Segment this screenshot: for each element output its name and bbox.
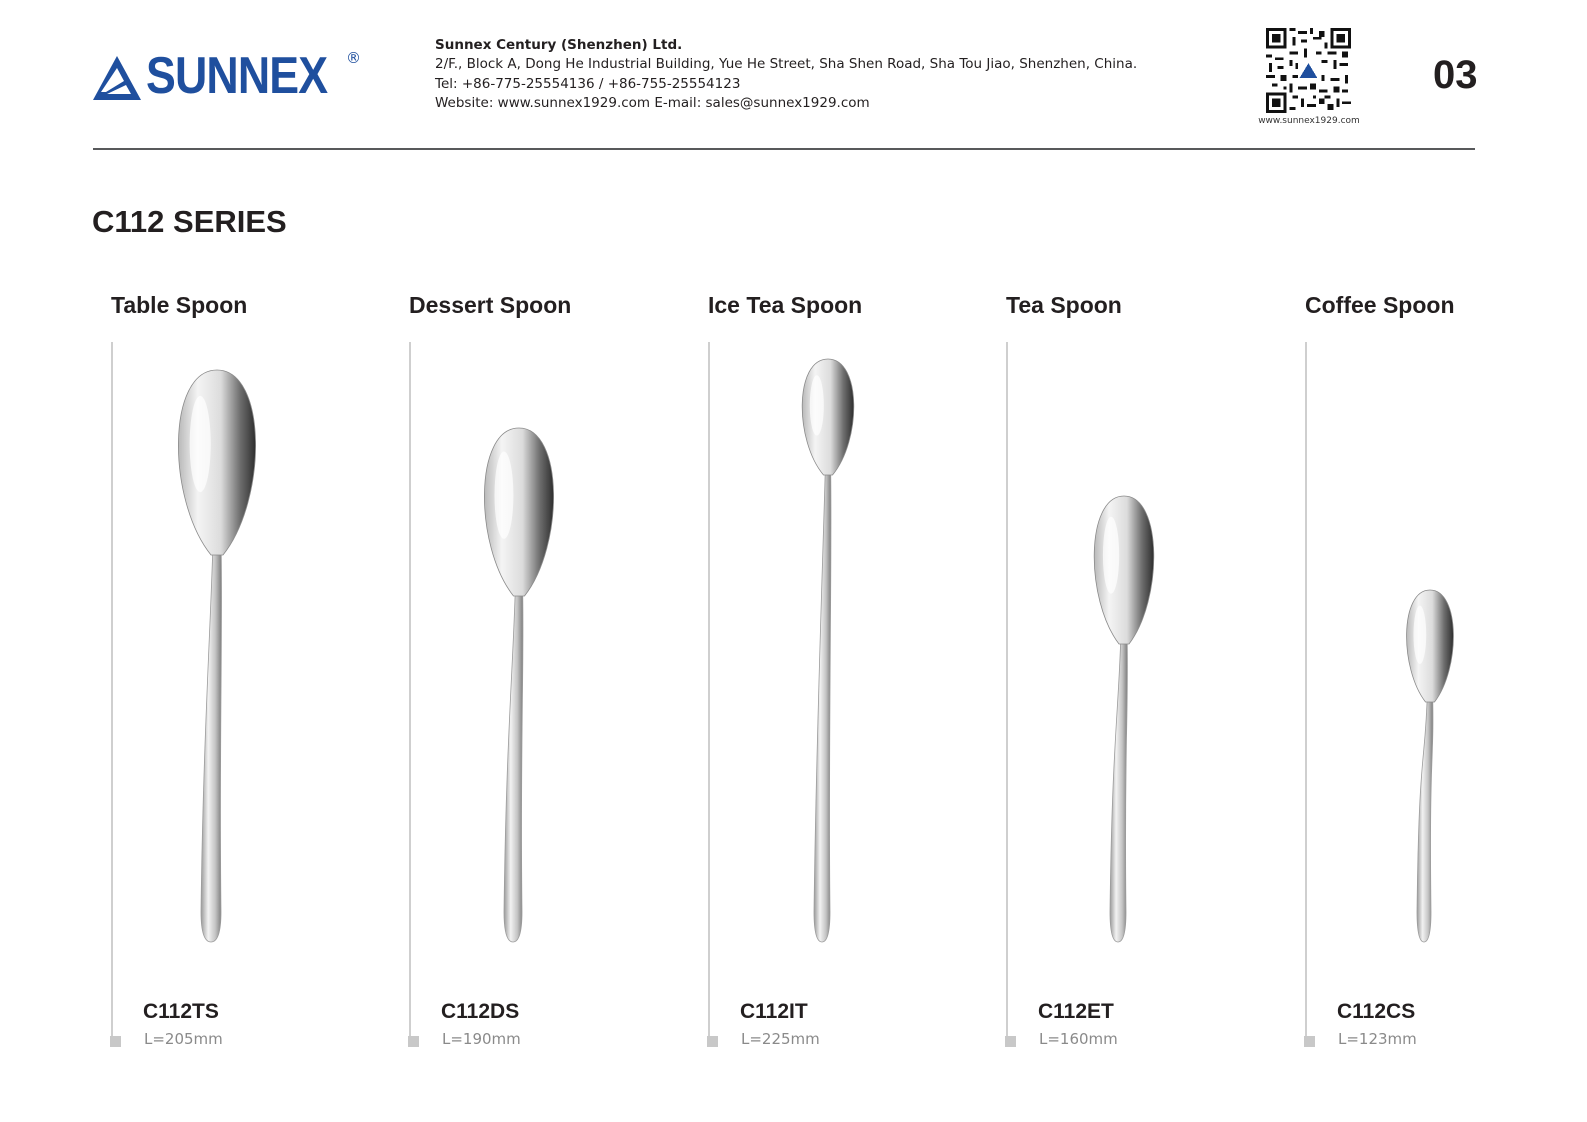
product-length: L=160mm (1039, 1030, 1118, 1048)
qr-code-icon[interactable] (1266, 28, 1351, 113)
spoon-handle (504, 582, 523, 942)
spoon-bowl (484, 428, 553, 596)
spoon-highlight (1413, 606, 1426, 664)
spoon-bowl (178, 370, 255, 555)
product-title: Dessert Spoon (409, 292, 572, 318)
product-title: Ice Tea Spoon (708, 292, 863, 318)
product-title: Coffee Spoon (1305, 292, 1455, 318)
company-web-email: Website: www.sunnex1929.com E-mail: sales@sunnex1929.com (435, 95, 870, 112)
spoon-image (111, 286, 409, 986)
spoon-image (409, 286, 707, 986)
company-address: 2/F., Block A, Dong He Industrial Building, Yue He Street, Sha Shen Road, Sha Tou Jiao, Shenzhen, China. (435, 56, 1138, 73)
product-card-tea-spoon (1006, 286, 1304, 1066)
spoon-highlight (494, 452, 513, 539)
spoon-bowl (1407, 590, 1454, 702)
company-info (435, 36, 1137, 114)
company-name: Sunnex Century (Shenzhen) Ltd. (435, 37, 683, 53)
company-tel: Tel: +86-775-25554136 / +86-755-25554123 (435, 75, 741, 92)
registered-mark: ® (346, 49, 361, 67)
header-divider (93, 148, 1475, 150)
spoon-image (1006, 286, 1304, 986)
spoon-image (1305, 286, 1587, 986)
qr-caption: www.sunnex1929.com (1258, 116, 1360, 126)
bullet-square (110, 1036, 121, 1047)
page-number: 03 (1433, 53, 1478, 97)
product-card-coffee-spoon (1305, 286, 1587, 1066)
spoon-handle (201, 541, 222, 942)
product-code: C112CS (1337, 1000, 1416, 1023)
product-card-dessert-spoon (409, 286, 707, 1066)
product-code: C112ET (1038, 1000, 1114, 1023)
product-title: Table Spoon (111, 292, 248, 318)
product-length: L=190mm (442, 1030, 521, 1048)
product-length: L=205mm (144, 1030, 223, 1048)
spoon-highlight (190, 396, 211, 492)
product-length: L=123mm (1338, 1030, 1417, 1048)
spoon-image (708, 286, 1006, 986)
product-code: C112DS (441, 1000, 520, 1023)
bullet-square (408, 1036, 419, 1047)
product-card-table-spoon (111, 286, 409, 1066)
sunnex-triangle-icon (93, 48, 143, 104)
spoon-handle (814, 461, 831, 942)
spoon-highlight (1103, 517, 1119, 594)
brand-wordmark: SUNNEX (146, 47, 328, 105)
series-title: C112 SERIES (92, 204, 287, 239)
spoon-handle (1417, 688, 1433, 942)
bullet-square (707, 1036, 718, 1047)
product-title: Tea Spoon (1006, 292, 1122, 318)
product-code: C112TS (143, 1000, 219, 1023)
spoon-bowl (1094, 496, 1154, 644)
spoon-highlight (810, 375, 824, 435)
product-length: L=225mm (741, 1030, 820, 1048)
sunnex-logo (93, 48, 368, 104)
spoon-bowl (802, 359, 854, 475)
bullet-square (1304, 1036, 1315, 1047)
product-card-ice-tea-spoon (708, 286, 1006, 1066)
product-code: C112IT (740, 1000, 808, 1023)
bullet-square (1005, 1036, 1016, 1047)
spoon-handle (1110, 630, 1127, 942)
